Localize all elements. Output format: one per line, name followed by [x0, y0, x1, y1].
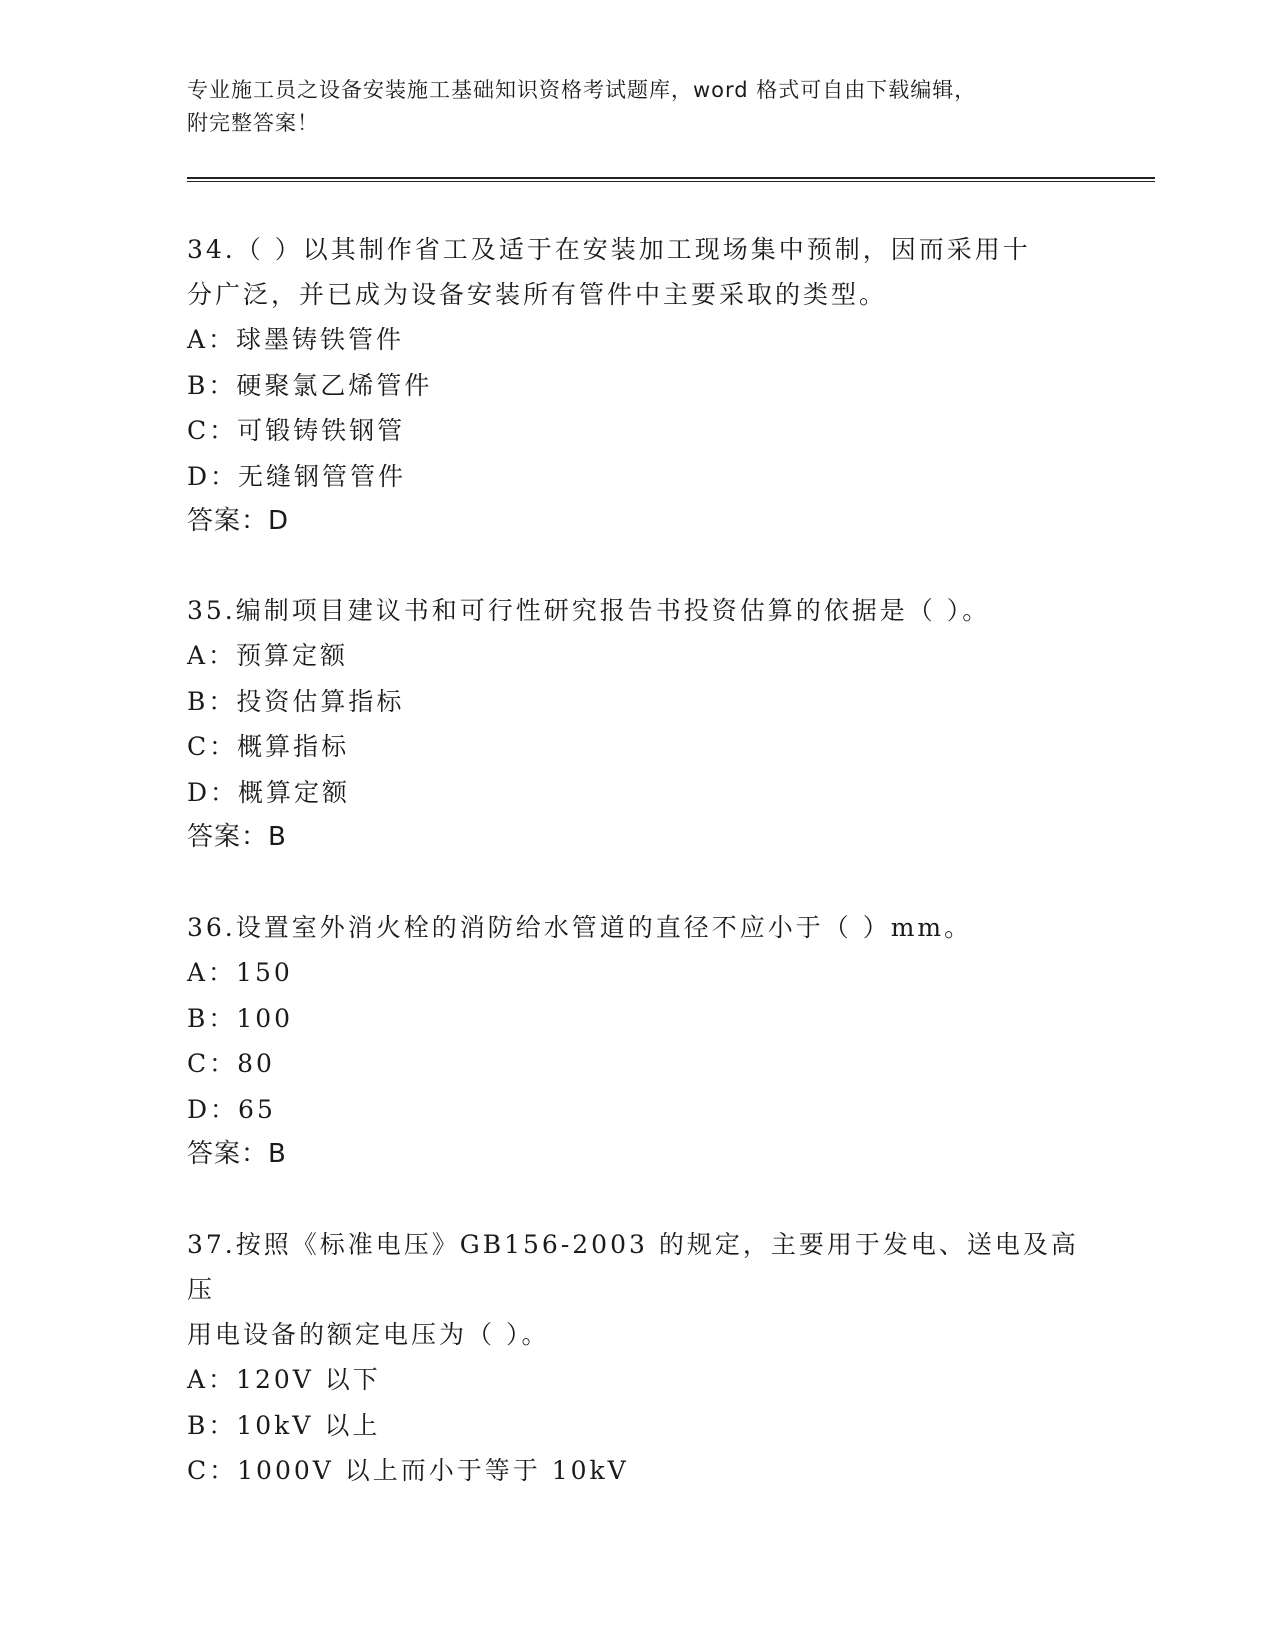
question-stem-line-2: 分广泛，并已成为设备安装所有管件中主要采取的类型。 — [187, 280, 888, 309]
document-header — [187, 74, 1087, 140]
option-c: C：80 — [187, 1049, 275, 1078]
option-a: A：120V 以下 — [187, 1365, 381, 1394]
option-d: D：概算定额 — [187, 777, 351, 807]
option-d: D：65 — [187, 1094, 276, 1124]
answer-line: 答案：D — [187, 506, 290, 536]
option-d: D：无缝钢管管件 — [187, 461, 407, 491]
header-divider — [187, 177, 1155, 182]
option-b: B：投资估算指标 — [187, 686, 405, 716]
option-a: A：球墨铸铁管件 — [187, 325, 405, 354]
question-stem-line-1: 36.设置室外消火栓的消防给水管道的直径不应小于（ ）mm。 — [187, 913, 973, 942]
option-b: B：硬聚氯乙烯管件 — [187, 370, 433, 400]
question-36 — [187, 905, 1087, 1177]
answer-line: 答案：B — [187, 1139, 287, 1169]
option-a: A：预算定额 — [187, 641, 349, 670]
question-34 — [187, 227, 1087, 544]
question-37 — [187, 1222, 1087, 1494]
answer-line: 答案：B — [187, 822, 287, 852]
option-b: B：100 — [187, 1003, 294, 1033]
option-c: C：概算指标 — [187, 732, 350, 761]
question-stem-line-1: 37.按照《标准电压》GB156-2003 的规定，主要用于发电、送电及高压 — [187, 1230, 1079, 1304]
option-b: B：10kV 以上 — [187, 1410, 381, 1440]
option-c: C：可锻铸铁钢管 — [187, 416, 406, 445]
question-35 — [187, 588, 1087, 860]
option-c: C：1000V 以上而小于等于 10kV — [187, 1456, 629, 1485]
question-stem-line-1: 34.（ ）以其制作省工及适于在安装加工现场集中预制，因而采用十 — [187, 235, 1031, 264]
header-line-2: 附完整答案！ — [187, 111, 319, 135]
question-stem-line-1: 35.编制项目建议书和可行性研究报告书投资估算的依据是（ ）。 — [187, 596, 991, 625]
question-stem-line-2: 用电设备的额定电压为（ ）。 — [187, 1320, 550, 1349]
header-line-1: 专业施工员之设备安装施工基础知识资格考试题库，word 格式可自由下载编辑， — [187, 78, 977, 102]
option-a: A：150 — [187, 958, 293, 987]
